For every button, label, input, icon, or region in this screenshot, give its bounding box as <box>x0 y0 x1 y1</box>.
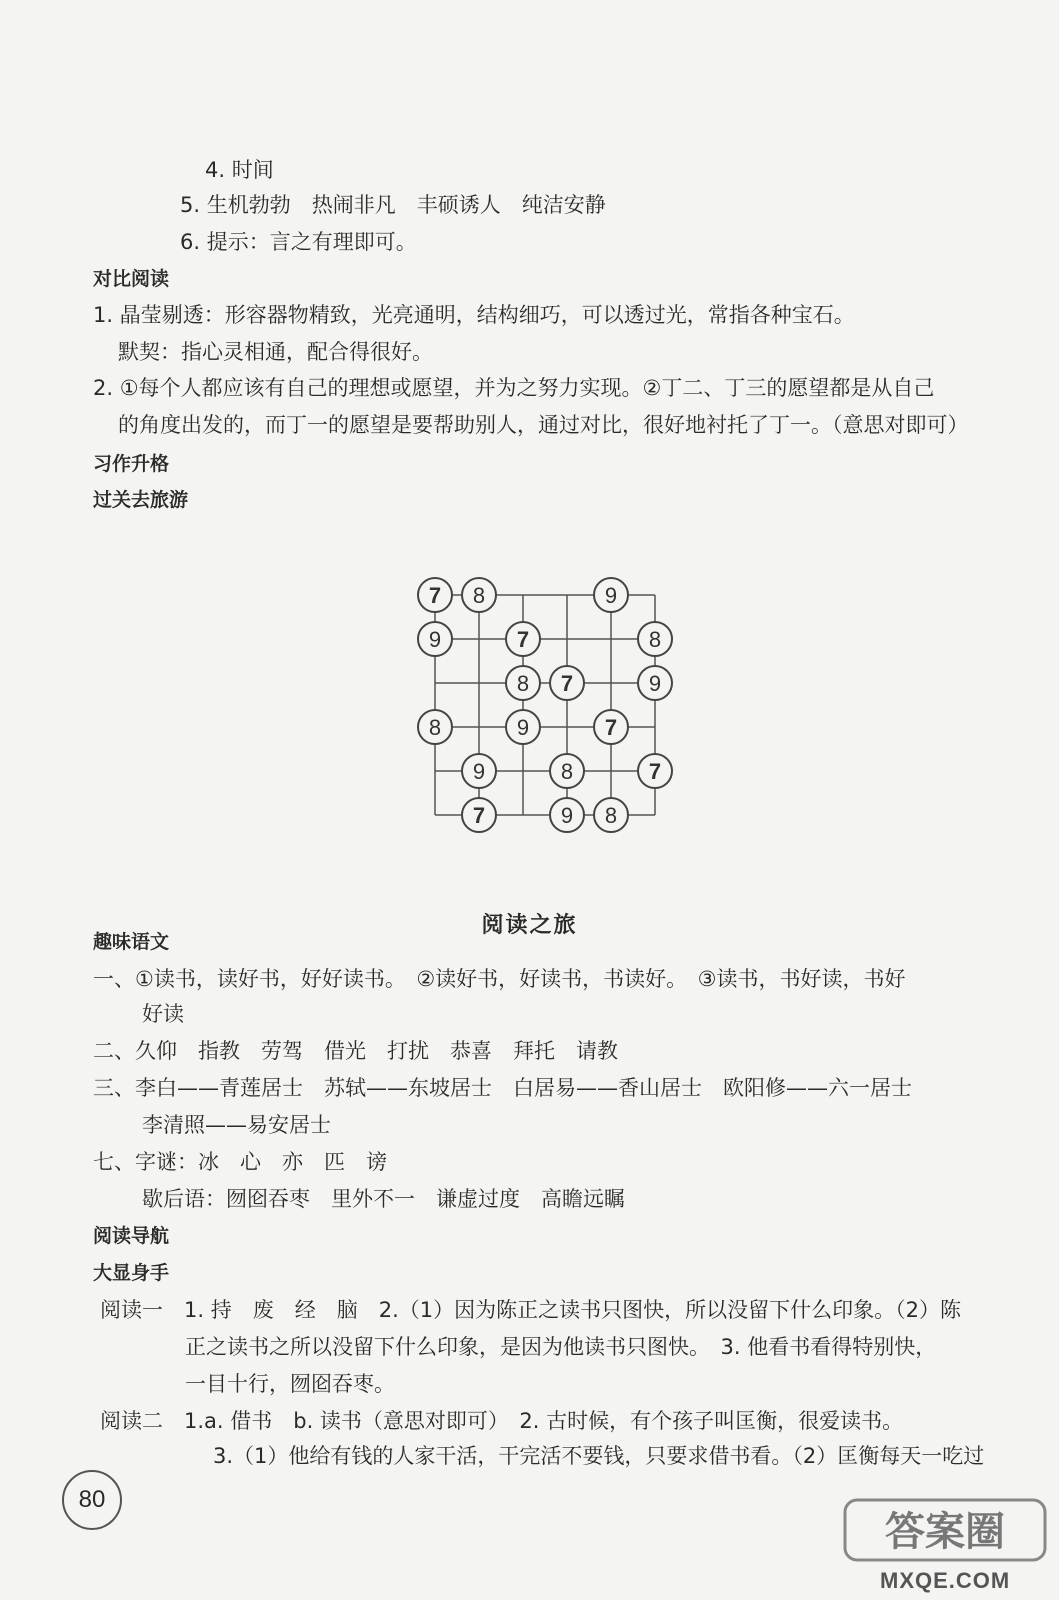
puzzle-piece <box>594 578 628 612</box>
section-heading-show: 大显身手 <box>93 1262 170 1284</box>
puzzle-grid <box>400 560 690 850</box>
puzzle-piece <box>462 578 496 612</box>
contrast-q2-line2: 的角度出发的，而丁一的愿望是要帮助别人，通过对比，很好地衬托了丁一。（意思对即可） <box>118 413 969 437</box>
puzzle-piece <box>506 710 540 744</box>
puzzle-piece <box>550 754 584 788</box>
reading2-line1: 阅读二 1.a. 借书 b. 读书（意思对即可） 2. 古时候，有个孩子叫匡衡，很爱读书。 <box>100 1409 904 1433</box>
puzzle-piece-number: 8 <box>516 671 530 696</box>
fun-seven-line1: 七、字谜：冰 心 亦 匹 谤 <box>93 1150 387 1174</box>
puzzle-piece <box>638 754 672 788</box>
puzzle-piece-number: 9 <box>648 671 662 696</box>
fun-three-line2: 李清照——易安居士 <box>142 1113 331 1137</box>
puzzle-piece-number: 8 <box>472 583 486 608</box>
fun-two: 二、久仰 指教 劳驾 借光 打扰 恭喜 拜托 请教 <box>93 1039 618 1063</box>
puzzle-piece <box>506 666 540 700</box>
puzzle-piece <box>418 622 452 656</box>
puzzle-piece-number: 8 <box>604 803 618 828</box>
puzzle-piece-number: 9 <box>472 759 486 784</box>
puzzle-piece <box>638 622 672 656</box>
puzzle-piece <box>506 622 540 656</box>
puzzle-piece <box>550 798 584 832</box>
svg-text:答案圈: 答案圈 <box>885 1509 1005 1555</box>
fun-three-line1: 三、李白——青莲居士 苏轼——东坡居士 白居易——香山居士 欧阳修——六一居士 <box>93 1076 912 1100</box>
contrast-q2-line1: 2. ①每个人都应该有自己的理想或愿望，并为之努力实现。②丁二、丁三的愿望都是从自己 <box>93 376 935 400</box>
puzzle-piece-number: 7 <box>428 583 442 608</box>
puzzle-piece <box>418 578 452 612</box>
puzzle-piece-number: 9 <box>428 627 442 652</box>
puzzle-piece-number: 8 <box>428 715 442 740</box>
reading2-line2: 3.（1）他给有钱的人家干活，干完活不要钱，只要求借书看。（2）匡衡每天一吃过 <box>213 1444 985 1468</box>
puzzle-piece-number: 7 <box>604 715 618 740</box>
list-item-6: 6. 提示：言之有理即可。 <box>180 230 417 254</box>
puzzle-piece <box>462 798 496 832</box>
puzzle-piece <box>462 754 496 788</box>
puzzle-piece-number: 7 <box>648 759 662 784</box>
subheading-travel: 过关去旅游 <box>93 489 189 511</box>
reading1-line1: 阅读一 1. 持 废 经 脑 2.（1）因为陈正之读书只图快，所以没留下什么印象。（2）陈 <box>100 1298 961 1322</box>
page-number: 80 <box>62 1470 122 1530</box>
puzzle-piece <box>550 666 584 700</box>
fun-seven-line2: 歇后语：囫囵吞枣 里外不一 谦虚过度 高瞻远瞩 <box>142 1187 625 1211</box>
puzzle-piece-number: 7 <box>472 803 486 828</box>
puzzle-piece <box>594 798 628 832</box>
reading1-line3: 一目十行，囫囵吞枣。 <box>185 1372 395 1396</box>
puzzle-piece-number: 8 <box>560 759 574 784</box>
puzzle-piece <box>418 710 452 744</box>
section-heading-fun: 趣味语文 <box>93 931 170 953</box>
fun-one-line2: 好读 <box>142 1002 184 1026</box>
puzzle-piece <box>638 666 672 700</box>
reading-trip-title: 阅读之旅 <box>481 913 578 938</box>
puzzle-piece-number: 9 <box>560 803 574 828</box>
list-item-5: 5. 生机勃勃 热闹非凡 丰硕诱人 纯洁安静 <box>180 193 606 217</box>
puzzle-piece-number: 7 <box>560 671 574 696</box>
puzzle-piece-number: 9 <box>604 583 618 608</box>
puzzle-piece <box>594 710 628 744</box>
section-heading-contrast: 对比阅读 <box>93 268 170 290</box>
section-heading-writing: 习作升格 <box>93 453 170 475</box>
reading1-line2: 正之读书之所以没留下什么印象，是因为他读书只图快。 3. 他看书看得特别快， <box>185 1335 937 1359</box>
fun-one-line1: 一、①读书，读好书，好好读书。 ②读好书，好读书，书读好。 ③读书，书好读，书好 <box>93 967 906 991</box>
puzzle-piece-number: 9 <box>516 715 530 740</box>
section-heading-guide: 阅读导航 <box>93 1225 170 1247</box>
puzzle-piece-number: 8 <box>648 627 662 652</box>
list-item-4: 4. 时间 <box>205 158 274 182</box>
contrast-q1-line2: 默契：指心灵相通，配合得很好。 <box>118 340 433 364</box>
watermark-site: MXQE.COM <box>880 1568 1011 1593</box>
puzzle-piece-number: 7 <box>516 627 530 652</box>
contrast-q1-line1: 1. 晶莹剔透：形容器物精致，光亮通明，结构细巧，可以透过光，常指各种宝石。 <box>93 303 855 327</box>
